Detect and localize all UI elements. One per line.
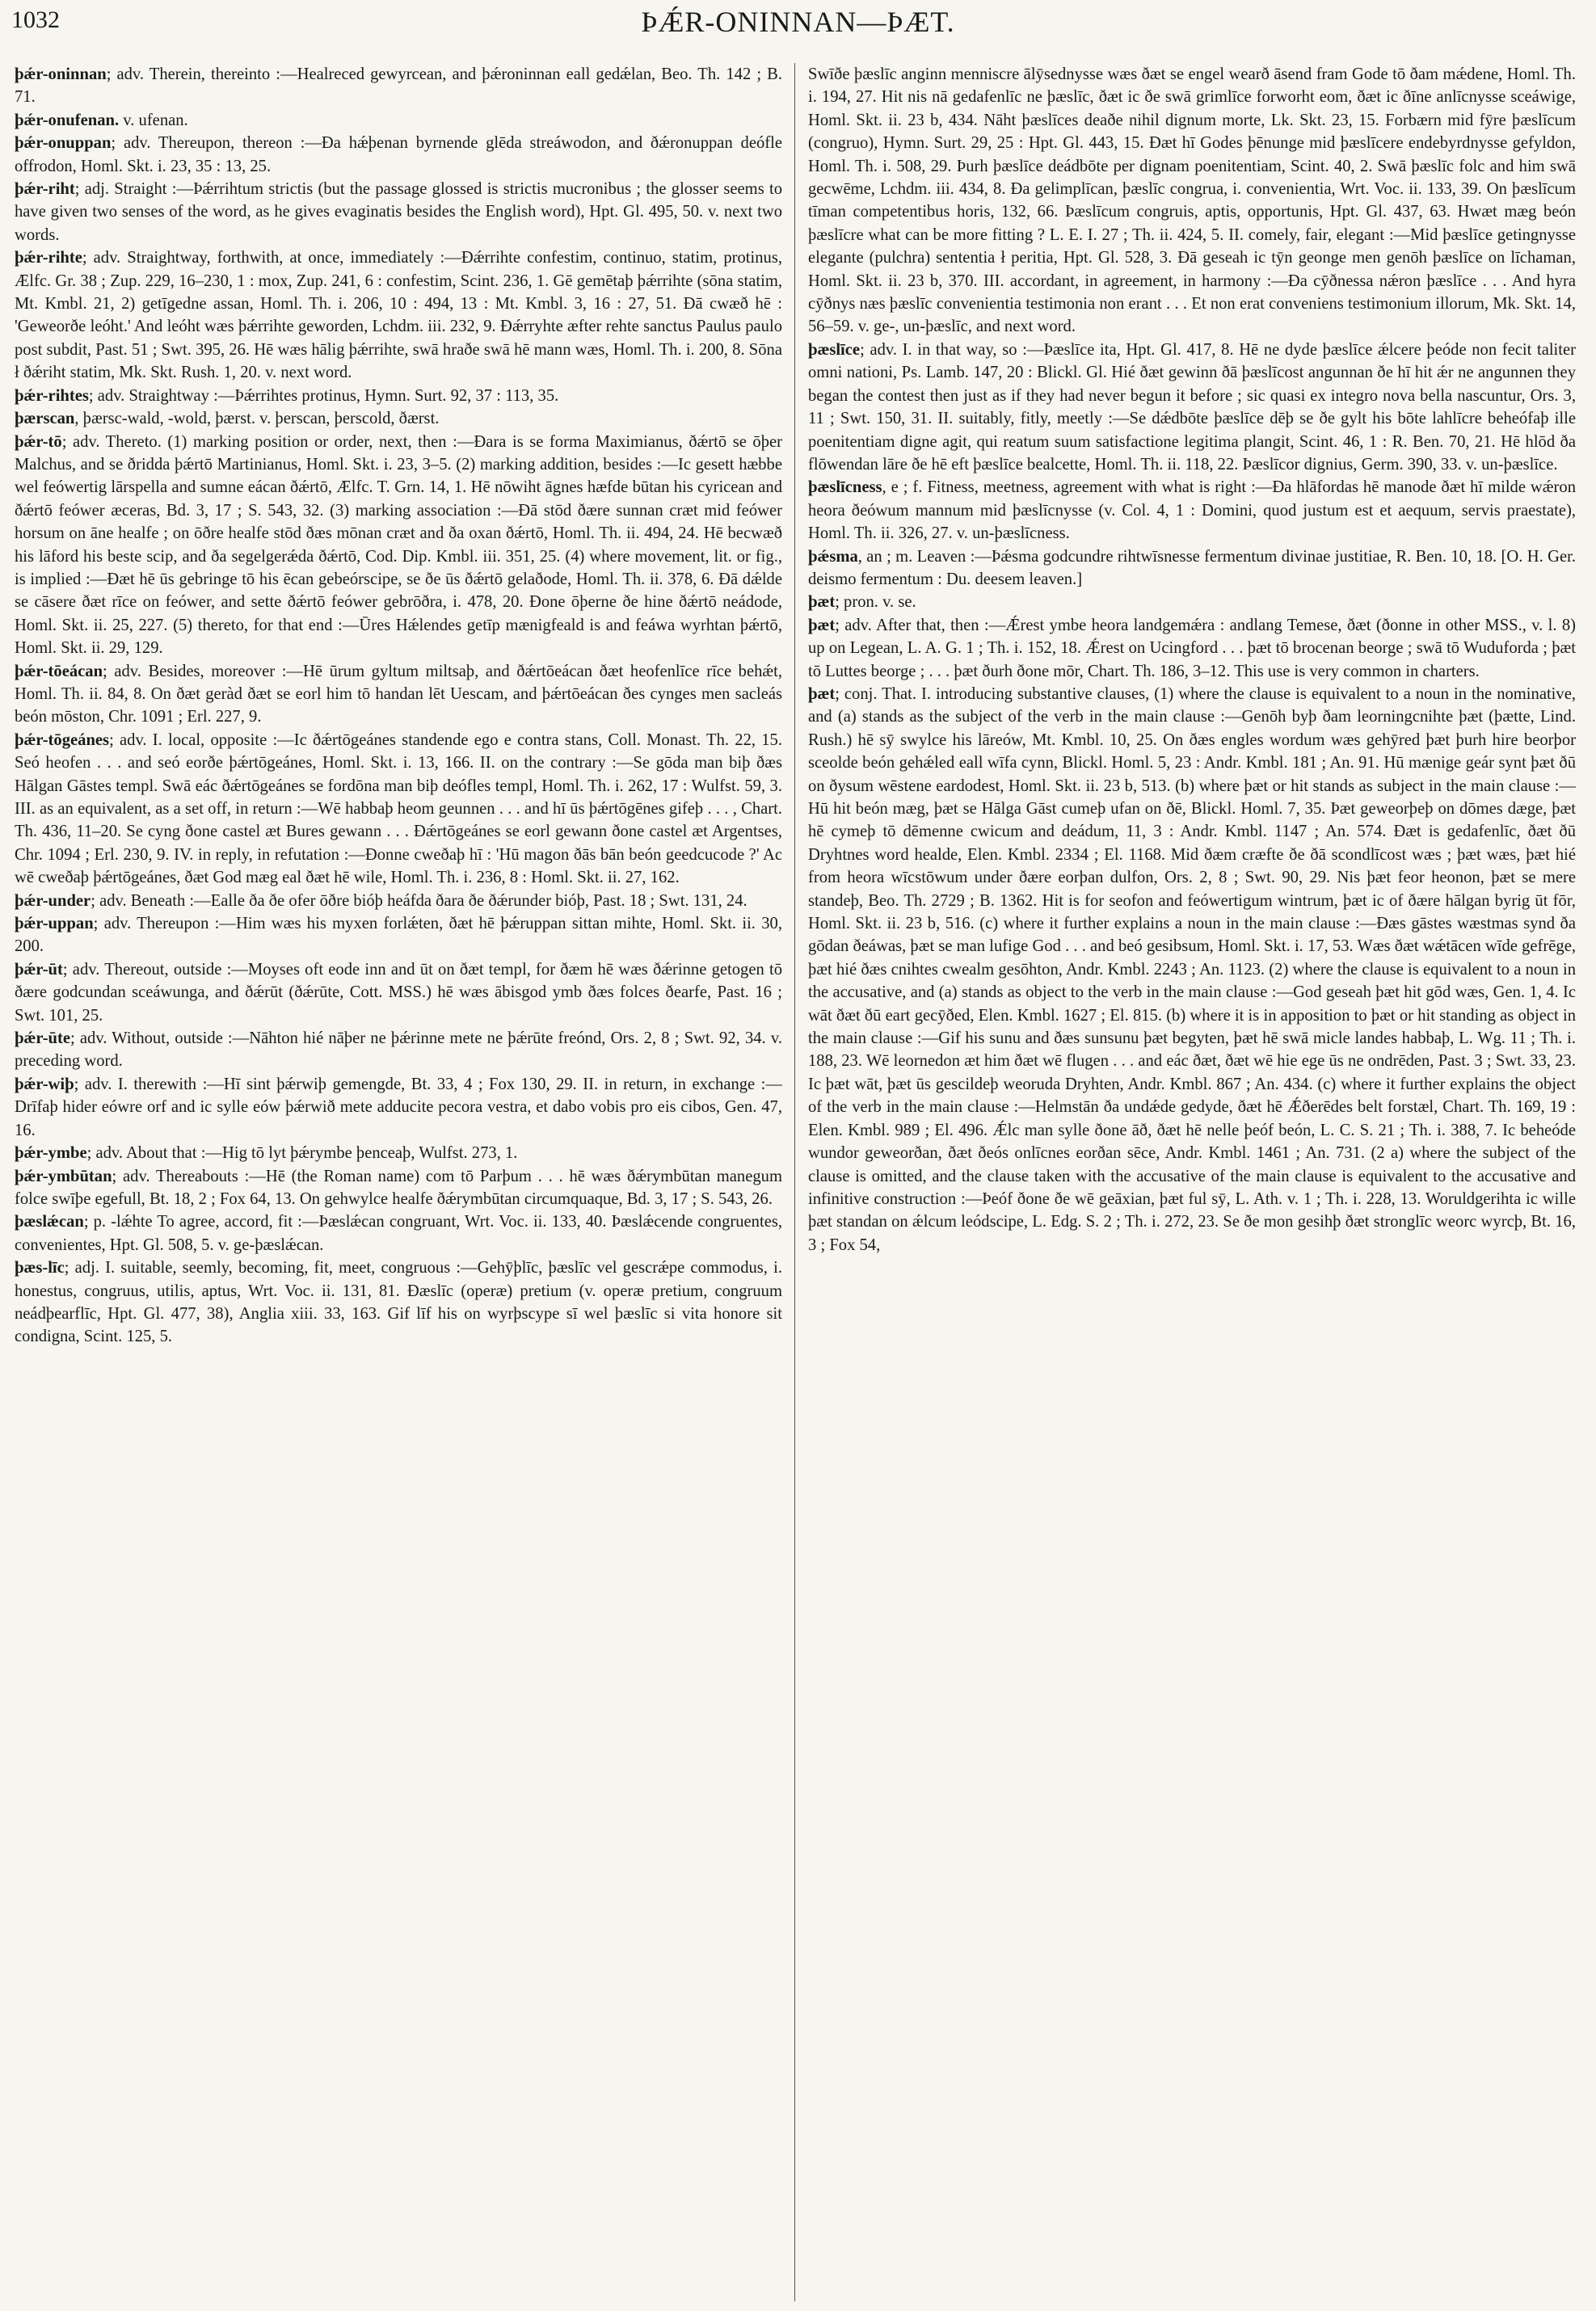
entry-definition: ; p. -lǽhte To agree, accord, fit :—Þæslǽcan congruant, Wrt. Voc. ii. 133, 40. Þæslǽcende congruentes, convenientes, Hpt. Gl. 508, 5. v. ge-þæslǽcan. [15,1213,782,1254]
page-number: 1032 [11,6,60,33]
entry-headword: þæt [808,616,836,634]
dictionary-entry [15,1142,782,1164]
dictionary-entry [15,109,782,132]
dictionary-entry [15,132,782,178]
entry-definition: ; adv. I. in that way, so :—Þæslīce ita, Hpt. Gl. 417, 8. Hē ne dyde þæslīce ǽlcere þeóde non fecit taliter omni nationi, Ps. Lamb. 147, 20 : Blickl. Gl. Hié ðæt gewinn ðā þæslīcost angunnan ðe hī hit ǽr ne angunnen they began the contest then just as if they had never begun it before ; sic quasi ex integro nova bella nascuntur, Ors. 3, 11 ; Swt. 150, 31. II. suitably, fitly, meetly :—Se dǽdbōte þæslīce dēþ se ðe gylt his bōte lahlīcre beheófaþ ille poenitentiam digne agit, qui reatum suum satisfactione legitima plangit, Scint. 46, 1 : R. Ben. 70, 21. Hē hlōd ða flōwendan lāre ðe hē eft þæslīce bealcette, Homl. Th. ii. 118, 22. Þæslīcor dignius, Germ. 390, 33. v. un-þæslīce. [808,340,1576,474]
entry-definition: ; adv. Thereupon :—Him wæs his myxen forlǽten, ðæt hē þǽruppan sittan mihte, Homl. Skt. ii. 30, 200. [15,915,782,956]
entry-headword: þærscan [15,410,75,428]
dictionary-entry [15,1165,782,1211]
entry-headword: þǽr-tō [15,432,62,451]
entry-headword: þǽr-wiþ [15,1075,74,1093]
dictionary-entry [15,912,782,958]
dictionary-entry [15,1210,782,1257]
entry-headword: þæslǽcan [15,1213,84,1231]
dictionary-entry [808,591,1576,613]
entry-definition: ; adv. Thereabouts :—Hē (the Roman name) com tō Parþum . . . hē wæs ðǽrymbūtan manegum folce swīþe egefull, Bt. 18, 2 ; Fox 64, 13. On gehwylce healfe ðǽrymbūtan circumquaque, Bd. 3, 17 ; S. 543, 26. [15,1167,782,1208]
entry-headword: þǽr-oninnan [15,65,107,83]
entry-definition: ; adv. Thereupon, thereon :—Ða hǽþenan byrnende glēda streáwodon, and ðǽronuppan deófle offrodon, Homl. Skt. i. 23, 35 : 13, 25. [15,134,782,175]
entry-definition: ; pron. v. se. [835,593,916,612]
entry-definition: ; conj. That. I. introducing substantive clauses, (1) where the clause is equivalent to a noun in the nominative, and (a) stands as the subject of the verb in the main clause :—Genōh byþ ðam leorningcnihte þæt (þætte, Lind. Rush.) hē sȳ swylce his lāreów, Mt. Kmbl. 10, 25. On ðæs engles wordum wæs gehȳred þæt þurh hire beorþor sceolde beón gehǽled eall wīfa cynn, Blickl. Homl. 5, 23 : Andr. Kmbl. 181 ; An. 91. Hū mænige geár synt þæt ðū on ðysum wēstene eardodest, Homl. Skt. ii. 23 b, 513. (b) where þæt or hit stands as subject in the main clause :—Hū hit beón mæg, þæt se Hālga Gāst cumeþ ufan on ðē, Blickl. Homl. 7, 35. Þæt geweorþeþ on dōmes dæge, þæt hē cymeþ tō dēmenne cwicum and deádum, 11, 3 : Andr. Kmbl. 1147 ; An. 574. Ðæt is gedafenlīc, ðæt ðū Dryhtnes word healde, Elen. Kmbl. 2334 ; El. 1168. Mid ðæm cræfte ðe ðā scondlīcost wæs ; þæt wæs, þæt hié from heora wīcstōwum under ðære eorþan dulfon, Ors. 2, 8 ; Swt. 90, 29. Nis þæt feor heonon, þæt se mere standeþ, Beo. Th. 2729 ; B. 1362. Hit is for seofon and feówertigum wintrum, þæt ic of ðære hālgan byrig ūt fōr, Homl. Skt. ii. 23 b, 516. (c) where it further explains a noun in the main clause :—Ðæs gāstes wæstmas synd ða gōdan ðeáwas, þæt se man lufige God . . . and beó gesibsum, Homl. Skt. i. 17, 53. Wæs ðæt wǽtācen wīde gefrēge, þæt hié ðæs cnihtes cwealm gesōhton, Andr. Kmbl. 2243 ; An. 1123. (2) where the clause is equivalent to a noun in the accusative, and (a) stands as object to the verb in the main clause :—God geseah þæt hit gōd wæs, Gen. 1, 4. Ic wāt ðæt ðū eart gecȳðed, Elen. Kmbl. 1627 ; El. 815. (b) where it is in apposition to þæt or hit standing as object in the main clause :—Gif his sunu and ðæs sunsunu þæt begyten, þæt hē swā micle landes habbaþ, L. Wg. 11 ; Th. i. 188, 23. Wē leornedon æt him ðæt wē flugen . . . and eác ðæt, ðæt wē hie ege ūs ne ondrēden, Past. 3 ; Swt. 33, 23. Ic þæt wāt, þæt ūs gescildeþ weoruda Dryhten, Andr. Kmbl. 867 ; An. 434. (c) where it further explains the object of the verb in the main clause :—Helmstān ða undǽde gedyde, ðæt hē Ǽðerēdes belt forstæl, Chart. Th. 169, 19 : Elen. Kmbl. 989 ; El. 496. Ǽlc man sylle ðone āð, ðæt hē nelle þeóf beón, L. C. S. 21 ; Th. i. 388, 7. Ic beheóde wundor geweorðan, ðæt ðeós onlīcnes eorðan sēce, Andr. Kmbl. 1461 ; An. 731. (2 a) where the subject of the clause is omitted, and the clause taken with the accusative of the main clause is equivalent to the accusative and infinitive construction :—Þeóf ðone ðe wē geāxian, þæt ful sȳ, L. Ath. v. 1 ; Th. i. 228, 13. Woruldgerihta ic wille þæt standan on ǽlcum leódscipe, L. Edg. S. 2 ; Th. i. 272, 23. Se ðe mon gesihþ ðæt stronglīc weorc wyrcþ, Bt. 16, 3 ; Fox 54, [808,684,1576,1254]
entry-headword: þǽr-under [15,891,91,910]
entry-headword: þǽsma [808,547,858,566]
entry-definition: ; adv. Thereto. (1) marking position or order, next, then :—Ðara is se forma Maximianus, ðǽrtō se ōþer Malchus, and se ðridda þǽrtō Martinianus, Homl. Skt. i. 23, 3–5. (2) marking addition, besides :—Ic gesett hæbbe wel feówertig lārspella and sumne eácan ðǽrtō, Ælfc. T. Grn. 14, 1. Hē nōwiht āgnes hæfde būtan his cyricean and ðǽrtō feówer æceras, Bd. 3, 17 ; S. 543, 32. (3) marking association :—Ðā stōd ðære sunnan cræt mid feówer horsum on āne healfe ; on ōðre healfe stōd ðæs mōnan cræt and ða oxan ðǽrtō, Homl. Th. ii. 494, 24. Hē becwæð his lāford his beste scip, and ða segelgerǽda ðǽrtō, Cod. Dip. Kmbl. iii. 351, 25. (4) where movement, lit. or fig., is implied :—Ðæt hē ūs gebringe tō his ēcan gebeórscipe, se ðe ūs ðǽrtō gelaðode, Homl. Th. ii. 378, 6. Ðā dǽlde se cāsere ðæt rīce on feówer, and sette ðǽrtō feówer gebrōðra, i. 478, 20. Ðone ōþerne ðe hine ðǽrtō neádode, Homl. Skt. ii. 25, 227. (5) thereto, for that end :—Ūres Hǽlendes getīp mænigfeald is and feáwa wyrhtan þǽrtō, Homl. Skt. ii. 29, 129. [15,432,782,658]
entry-headword: þæslīcness [808,478,882,497]
entry-definition: ; adv. Straightway, forthwith, at once, immediately :—Ðǽrrihte confestim, continuo, statim, protinus, Ælfc. Gr. 38 ; Zup. 229, 16–230, 1 : mox, Zup. 241, 6 : confestim, Scint. 236, 1. Gē gemētaþ þǽrrihte (sōna statim, Mt. Kmbl. 21, 2) getīgedne assan, Homl. Th. i. 206, 10 : 494, 13 : Mt. Kmbl. 3, 16 : 27, 51. Ðā cwæð hē : 'Geweorðe leóht.' And leóht wæs þǽrrihte geworden, Lchdm. iii. 232, 9. Ðǽrryhte æfter rehte sanctus Paulus paulo post subdit, Past. 51 ; Swt. 395, 26. Hē wæs hālig þǽrrihte, swā hraðe swā hē mann wæs, Homl. Th. i. 200, 8. Sōna ł ðǽriht statim, Mk. Skt. Rush. 1, 20. v. next word. [15,249,782,382]
entry-headword: þǽr-tōeácan [15,662,103,680]
entry-headword: þǽr-onufenan. [15,111,120,129]
entry-headword: þæs-līc [15,1259,65,1278]
entry-definition: , þærsc-wald, -wold, þærst. v. þerscan, þerscold, ðærst. [74,410,440,428]
dictionary-entry [15,1257,782,1349]
entry-definition: v. ufenan. [119,111,188,129]
entry-definition: ; adv. I. therewith :—Hī sint þǽrwiþ gemengde, Bt. 33, 4 ; Fox 130, 29. II. in return, in exchange :—Drīfaþ hider eówre orf and ic sylle eów þǽrwið mete adducite pecora vestra, et dabo vobis pro eis cibos, Gen. 47, 16. [15,1075,782,1139]
entry-headword: þǽr-ūt [15,960,63,979]
entry-definition: ; adj. Straight :—Þǽrrihtum strictis (but the passage glossed is strictis mucronibus ; the glosser seems to have given two senses of the word, as he gives evaginatis besides the English word), Hpt. Gl. 495, 50. v. next two words. [15,180,782,244]
dictionary-entry [15,1073,782,1142]
dictionary-entry [15,407,782,430]
dictionary-entry [15,63,782,109]
entry-definition: , e ; f. Fitness, meetness, agreement with what is right :—Ða hlāfordas hē manode ðæt hī milde wǽron heora ðeówum mannum mid þæslīcnysse (v. Col. 4, 1 : Domini, quod justum est et aequum, servis praestate), Homl. Th. ii. 326, 27. v. un-þæslīcness. [808,478,1576,543]
dictionary-entry [15,178,782,246]
dictionary-entry [808,476,1576,545]
entry-headword: þǽr-uppan [15,915,94,933]
entry-headword: þǽr-ymbe [15,1144,87,1163]
left-column [15,63,782,2301]
dictionary-entry [15,1027,782,1073]
entry-headword: þǽr-tōgeánes [15,730,110,749]
entry-definition: ; adv. Therein, thereinto :—Healreced gewyrcean, and þǽroninnan eall gedǽlan, Beo. Th. 142 ; B. 71. [15,65,782,107]
dictionary-entry [15,246,782,384]
entry-definition: , an ; m. Leaven :—Þǽsma godcundre rihtwīsnesse fermentum divinae justitiae, R. Ben. 10, 18. [O. H. Ger. deismo fermentum : Du. deesem leaven.] [808,547,1576,588]
page-header [0,0,1596,48]
dictionary-entry [808,683,1576,1257]
entry-definition: ; adv. Beneath :—Ealle ða ðe ofer ōðre bióþ heáfda ðara ðe ðǽrunder bióþ, Past. 18 ; Swt. 131, 24. [91,891,747,910]
entry-headword: þǽr-ūte [15,1029,71,1048]
dictionary-entry [15,890,782,912]
entry-headword: þæslīce [808,340,861,359]
dictionary-entry [15,385,782,407]
right-column [808,63,1576,2301]
dictionary-entry [808,63,1576,339]
dictionary-entry [15,660,782,729]
entry-headword: þæt [808,593,836,612]
dictionary-entry [808,545,1576,591]
entry-definition: ; adv. Besides, moreover :—Hē ūrum gyltum miltsaþ, and ðǽrtōeácan ðæt heofenlīce rīce behǽt, Homl. Th. ii. 84, 8. On ðæt geràd ðæt se eorl him tō handan lēt Uescam, and þǽrtōeácan ðes cynges men sacleás beón mōston, Chr. 1091 ; Erl. 227, 9. [15,662,782,726]
dictionary-entry [808,614,1576,683]
entry-definition: ; adv. Straightway :—Þǽrrihtes protinus, Hymn. Surt. 92, 37 : 113, 35. [88,386,559,405]
entry-definition: ; adj. I. suitable, seemly, becoming, fit, meet, congruous :—Gehȳþlīc, þæslīc vel gescrǽpe commodus, i. honestus, congruus, utilis, aptus, Wrt. Voc. ii. 131, 81. Ðæslīc (operæ) pretium (v. operæ pretium, congruum neádþearflīc, Hpt. Gl. 477, 38), Anglia xiii. 33, 163. Gif līf his on wyrþscype sī wel þæslīc si vita honore sit condigna, Scint. 125, 5. [15,1259,782,1346]
entry-definition: Swīðe þæslīc anginn menniscre ālȳsednysse wæs ðæt se engel wearð āsend fram Gode tō ðam mǽdene, Homl. Th. i. 194, 27. Hit nis nā gedafenlīc ne þæslīc, ðæt ic ðe swā grimlīce forworht eom, ðæt ic ðīne anlīcnysse sceáwige, Homl. Skt. ii. 23 b, 434. Nāht þæslīces deaðe nihil dignum morte, Lk. Skt. 23, 15. Forbærn mid fȳre þæslīcum (congruo), Hymn. Surt. 29, 25 : Hpt. Gl. 443, 15. Ðæt hī Godes þēnunge mid þæslīcere endebyrdnysse gefyldon, Homl. Th. i. 508, 29. Þurh þæslīce deádbōte per dignam poenitentiam, Scint. 40, 2. Swā þæslīc folc and him swā gecwēme, Lchdm. iii. 434, 8. Ða gelimplīcan, þæslīc congrua, i. convenientia, Wrt. Voc. ii. 133, 39. On þæslīcum tīman competentibus horis, 132, 66. Þæslīcum congruis, aptis, opportunis, Hpt. Gl. 437, 63. Hwæt mæg beón þæslīcre what can be more fitting ? L. E. I. 27 ; Th. ii. 424, 5. II. comely, fair, elegant :—Mid þæslīce getingnysse elegante (pulchra) sententia ł peritia, Hpt. Gl. 528, 3. Ðā geseah ic tȳn geonge men genōh þæslīce on līchaman, Homl. Skt. ii. 23 b, 370. III. accordant, in agreement, in harmony :—Ða cȳðnessa nǽron þæslīce . . . And hyra cȳðnys næs þæslīc convenientia testimonia non erant . . . Et non erat conveniens testimonium illorum, Mk. Skt. 14, 56–59. v. ge-, un-þæslīc, and next word. [808,65,1576,336]
entry-definition: ; adv. After that, then :—Ǽrest ymbe heora landgemǽra : andlang Temese, ðæt (ðonne in other MSS., v. l. 8) up on Legean, L. A. G. 1 ; Th. i. 152, 18. Ǽrest on Ucingford . . . þæt tō brocenan beorge ; swā tō Wuduforda ; þæt tō Luttes beorge ; . . . þæt ðurh ðone mōr, Chart. Th. 186, 3–12. This use is very common in charters. [808,616,1576,680]
dictionary-entry [15,431,782,660]
column-divider [794,63,795,2301]
dictionary-entry [15,958,782,1027]
entry-headword: þæt [808,684,836,703]
entry-definition: ; adv. About that :—Hig tō lyt þǽrymbe þenceaþ, Wulfst. 273, 1. [86,1144,518,1163]
entry-headword: þǽr-ymbūtan [15,1167,112,1185]
dictionary-entry [15,729,782,890]
entry-headword: þǽr-rihte [15,249,82,267]
entry-headword: þǽr-riht [15,180,75,199]
entry-definition: ; adv. Thereout, outside :—Moyses oft eode inn and ūt on ðæt templ, for ðæm hē wæs ðǽrinne getogen tō ðære godcundan sceáwunga, and ðǽrūt (ðǽrūte, Cott. MSS.) hē wæs ābisgod ymb ðæs folces ðearfe, Past. 16 ; Swt. 101, 25. [15,960,782,1025]
entry-headword: þǽr-onuppan [15,134,112,153]
entry-definition: ; adv. I. local, opposite :—Ic ðǽrtōgeánes standende ego e contra stans, Coll. Monast. Th. 22, 15. Seó heofen . . . and seó eorðe þǽrtōgeánes, Homl. Skt. i. 13, 166. II. on the contrary :—Se gōda man biþ ðæs Hālgan Gāstes templ. Swā eác ðǽrtōgeánes se fordōna man biþ deófles templ, Homl. Th. i. 262, 17 : Wulfst. 59, 3. III. as an equivalent, as a set off, in return :—Wē habbaþ heom geunnen . . . and hī ūs þǽrtōgēnes gifeþ . . . , Chart. Th. 436, 11–20. Se cyng ðone castel æt Bures gewann . . . Ðǽrtōgeánes se eorl gewann ðone castel æt Argentses, Chr. 1094 ; Erl. 230, 9. IV. in reply, in refutation :—Ðonne cweðaþ hī : 'Hū magon ðās bān beón geedcucode ?' Ac wē cweðaþ þǽrtōgeánes, ðæt God mæg eal ðæt hē wile, Homl. Th. i. 236, 8 : Homl. Skt. ii. 27, 162. [15,730,782,887]
entry-headword: þǽr-rihtes [15,386,89,405]
dictionary-entry [808,339,1576,476]
running-head: ÞǼR-ONINNAN—ÞÆT. [641,6,955,38]
entry-definition: ; adv. Without, outside :—Nāhton hié nāþer ne þǽrinne mete ne þǽrūte freónd, Ors. 2, 8 ; Swt. 92, 34. v. preceding word. [15,1029,782,1071]
